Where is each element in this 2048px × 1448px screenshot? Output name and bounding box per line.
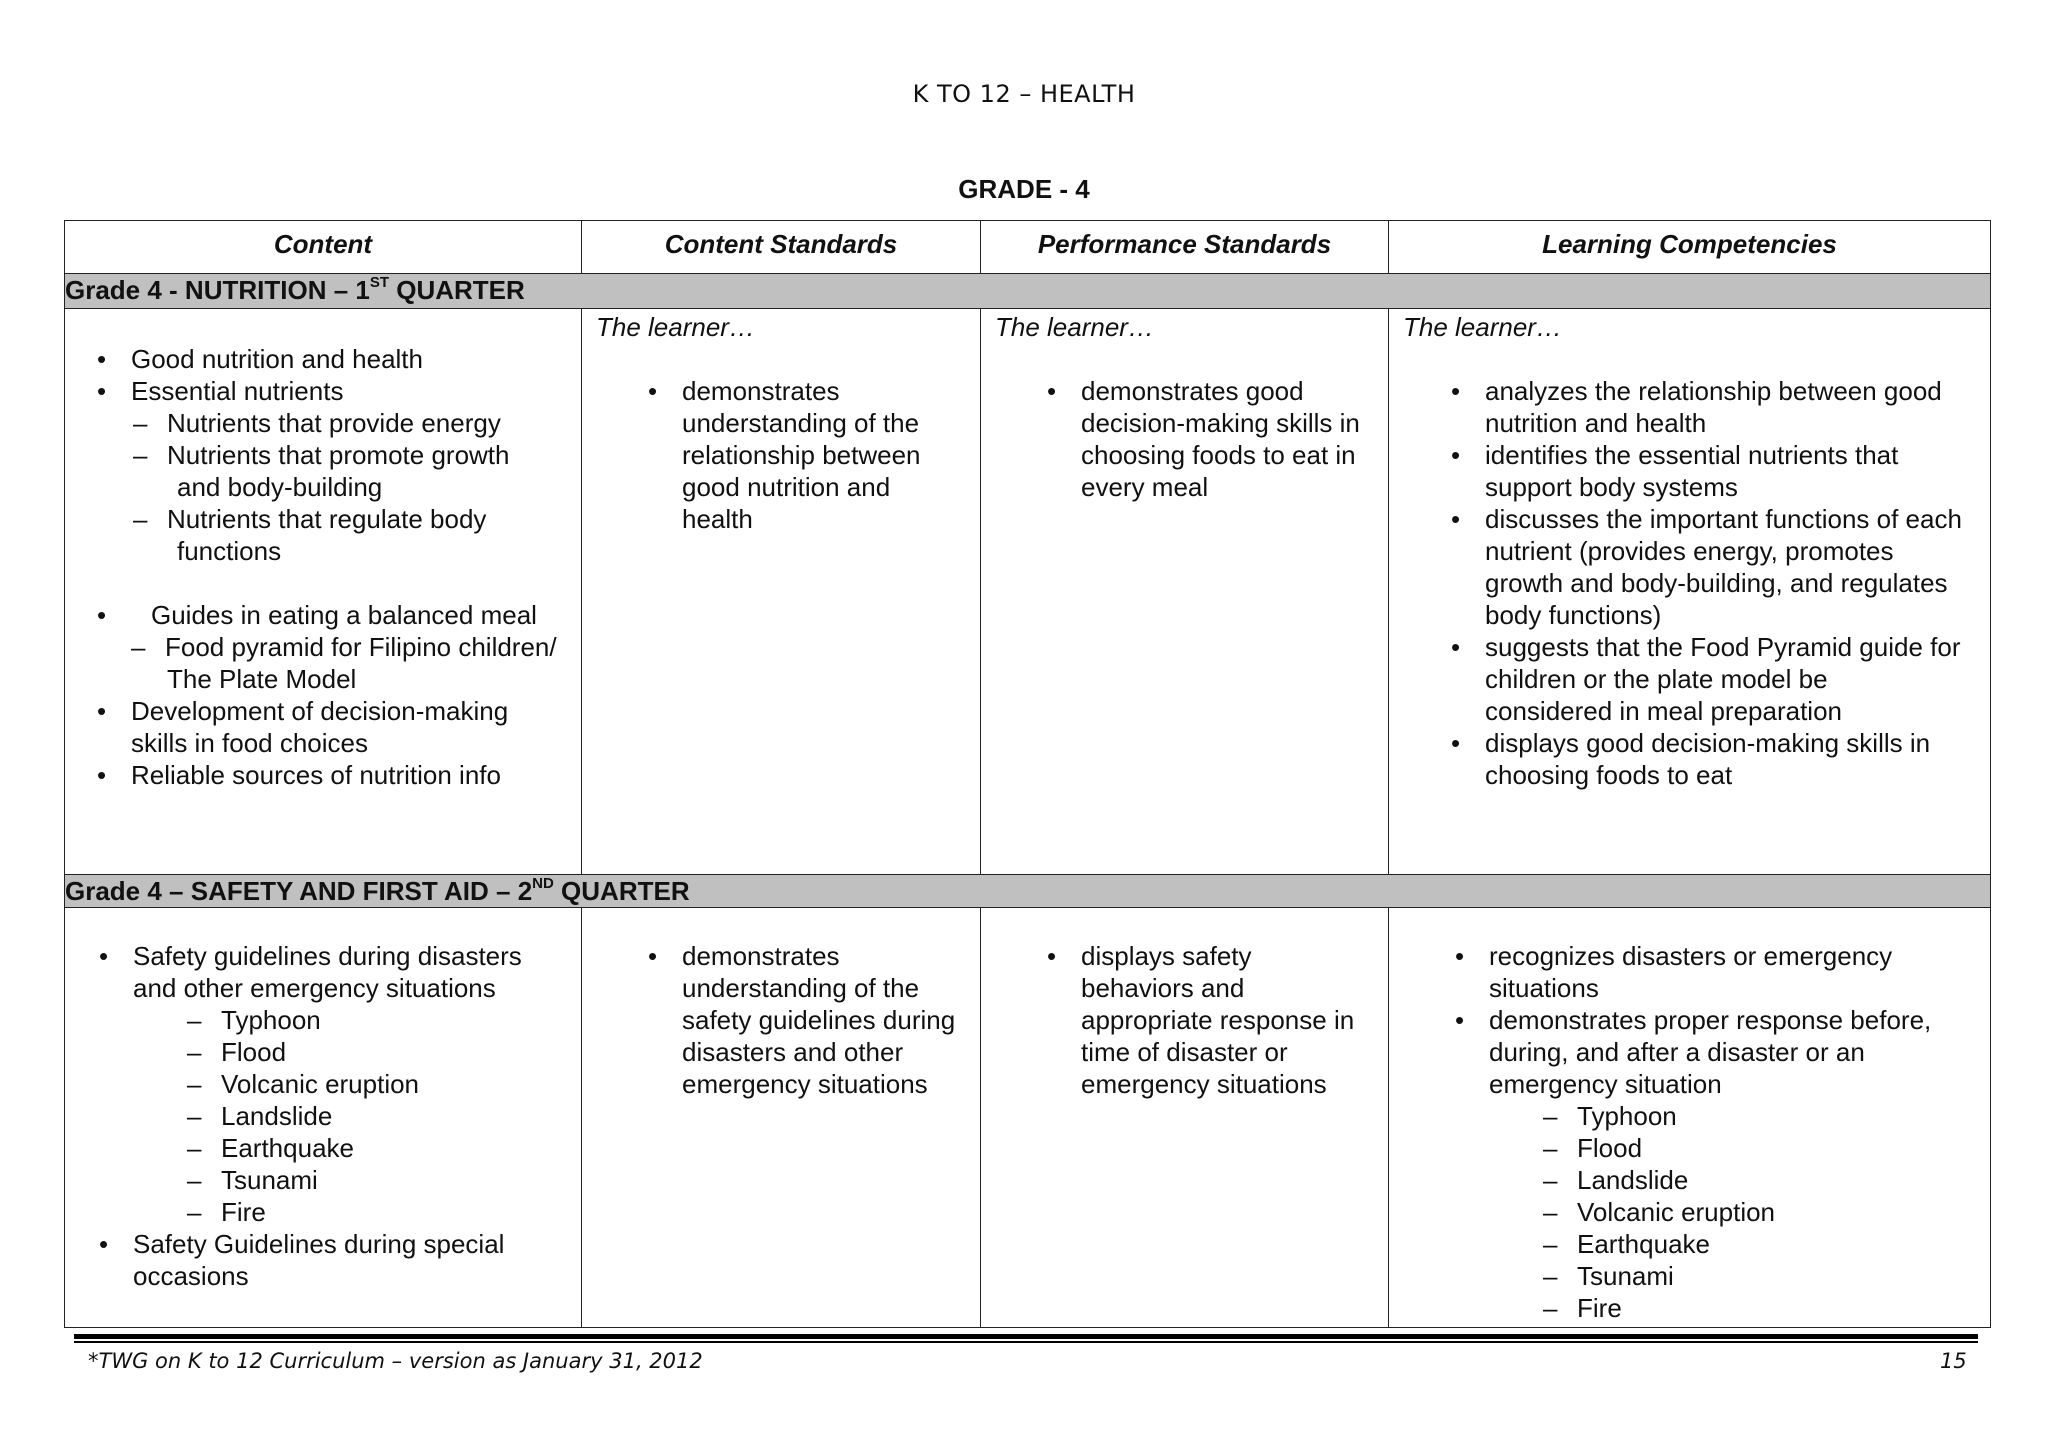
section-title-text: Grade 4 – SAFETY AND FIRST AID – 2: [65, 876, 533, 906]
list-item: occasions: [133, 1261, 249, 1291]
table-header-row: [65, 221, 1991, 274]
content-cell: [65, 309, 582, 875]
list-item: every meal: [1081, 472, 1209, 502]
column-header-content: Content: [65, 221, 582, 274]
list-item: nutrition and health: [1485, 408, 1707, 438]
list-item: – Flood: [1577, 1132, 1990, 1164]
column-header-content-standards: Content Standards: [582, 221, 981, 274]
list-item: • recognizes disasters or emergency: [1489, 940, 1990, 972]
list-item: – Food pyramid for Filipino children/: [165, 631, 581, 663]
list-item: emergency situation: [1489, 1069, 1722, 1099]
list-item: – Flood: [221, 1036, 581, 1068]
column-header-learning-competencies: Learning Competencies: [1389, 221, 1991, 274]
list-item: – Nutrients that regulate body: [167, 503, 581, 535]
list-item: • Good nutrition and health: [131, 343, 581, 375]
list-item: good nutrition and: [682, 472, 891, 502]
list-item: – Typhoon: [1577, 1100, 1990, 1132]
list-item: – Fire: [1577, 1292, 1990, 1324]
list-item: • displays safety: [1081, 940, 1388, 972]
table-row: [65, 309, 1991, 875]
footer-rule: [74, 1334, 1978, 1339]
list-item: – Earthquake: [221, 1132, 581, 1164]
grade-title: GRADE - 4: [958, 174, 1090, 204]
section-title: [65, 274, 1991, 309]
list-item: The Plate Model: [167, 664, 357, 694]
list-item: – Tsunami: [221, 1164, 581, 1196]
list-item: • analyzes the relationship between good: [1485, 375, 1990, 407]
list-item: functions: [177, 536, 282, 566]
content-standards-cell: [582, 309, 981, 875]
list-item: – Typhoon: [221, 1004, 581, 1036]
list-item: – Landslide: [1577, 1164, 1990, 1196]
section-title-suffix: QUARTER: [553, 876, 690, 906]
list-item: • Safety guidelines during disasters: [133, 940, 581, 972]
list-item: – Nutrients that promote growth: [167, 439, 581, 471]
section-row-nutrition: [65, 274, 1991, 309]
list-item: behaviors and: [1081, 973, 1245, 1003]
learning-competencies-cell: [1389, 908, 1991, 1328]
list-item: understanding of the: [682, 408, 920, 438]
list-item: – Earthquake: [1577, 1228, 1990, 1260]
learner-label: The learner…: [1403, 312, 1562, 342]
list-item: • Development of decision-making: [131, 695, 581, 727]
list-item: • demonstrates good: [1081, 375, 1388, 407]
list-item: • Essential nutrients: [131, 375, 581, 407]
list-item: • discusses the important functions of each: [1485, 503, 1990, 535]
list-item: • Reliable sources of nutrition info: [131, 759, 581, 791]
list-item: safety guidelines during: [682, 1005, 956, 1035]
list-item: health: [682, 504, 753, 534]
list-item: time of disaster or: [1081, 1037, 1288, 1067]
list-item: decision-making skills in: [1081, 408, 1360, 438]
learner-label: The learner…: [995, 312, 1154, 342]
list-item: • identifies the essential nutrients that: [1485, 439, 1990, 471]
list-item: during, and after a disaster or an: [1489, 1037, 1865, 1067]
list-item: • demonstrates proper response before,: [1489, 1004, 1990, 1036]
list-item: • displays good decision-making skills in: [1485, 727, 1990, 759]
list-item: disasters and other: [682, 1037, 904, 1067]
list-item: • demonstrates: [682, 375, 980, 407]
section-title-suffix: QUARTER: [389, 275, 525, 305]
list-item: – Tsunami: [1577, 1260, 1990, 1292]
section-title-ordinal: ND: [532, 875, 554, 893]
column-header-performance-standards: Performance Standards: [981, 221, 1389, 274]
document-header: K TO 12 – HEALTH: [912, 80, 1136, 108]
list-item: children or the plate model be: [1485, 664, 1828, 694]
list-item: • Guides in eating a balanced meal: [131, 599, 581, 631]
list-item: and body-building: [177, 472, 383, 502]
curriculum-table: [64, 220, 1991, 1328]
performance-standards-cell: [981, 908, 1389, 1328]
list-item: – Volcanic eruption: [221, 1068, 581, 1100]
list-item: – Volcanic eruption: [1577, 1196, 1990, 1228]
table-row: [65, 908, 1991, 1328]
learner-label: The learner…: [596, 312, 755, 342]
list-item: body functions): [1485, 600, 1662, 630]
learning-competencies-cell: [1389, 309, 1991, 875]
list-item: understanding of the: [682, 973, 920, 1003]
section-title-text: Grade 4 - NUTRITION – 1: [65, 275, 370, 305]
section-title-ordinal: ST: [369, 274, 390, 292]
list-item: – Fire: [221, 1196, 581, 1228]
list-item: relationship between: [682, 440, 921, 470]
list-item: • suggests that the Food Pyramid guide for: [1485, 631, 1990, 663]
performance-standards-cell: [981, 309, 1389, 875]
list-item: emergency situations: [1081, 1069, 1327, 1099]
footer-rule: [74, 1341, 1978, 1343]
list-item: growth and body-building, and regulates: [1485, 568, 1948, 598]
list-item: – Landslide: [221, 1100, 581, 1132]
list-item: • demonstrates: [682, 940, 980, 972]
section-title: [65, 875, 1991, 908]
content-standards-cell: [582, 908, 981, 1328]
footer-note: *TWG on K to 12 Curriculum – version as January 31, 2012: [88, 1349, 703, 1373]
list-item: • Safety Guidelines during special: [133, 1228, 581, 1260]
list-item: skills in food choices: [131, 728, 368, 758]
list-item: support body systems: [1485, 472, 1738, 502]
section-row-safety: [65, 875, 1991, 908]
list-item: and other emergency situations: [133, 973, 496, 1003]
list-item: situations: [1489, 973, 1599, 1003]
list-item: appropriate response in: [1081, 1005, 1355, 1035]
content-cell: [65, 908, 582, 1328]
list-item: – Nutrients that provide energy: [167, 407, 581, 439]
page-number: 15: [1940, 1349, 1967, 1373]
list-item: emergency situations: [682, 1069, 928, 1099]
list-item: considered in meal preparation: [1485, 696, 1842, 726]
list-item: nutrient (provides energy, promotes: [1485, 536, 1894, 566]
list-item: choosing foods to eat: [1485, 760, 1733, 790]
list-item: choosing foods to eat in: [1081, 440, 1356, 470]
